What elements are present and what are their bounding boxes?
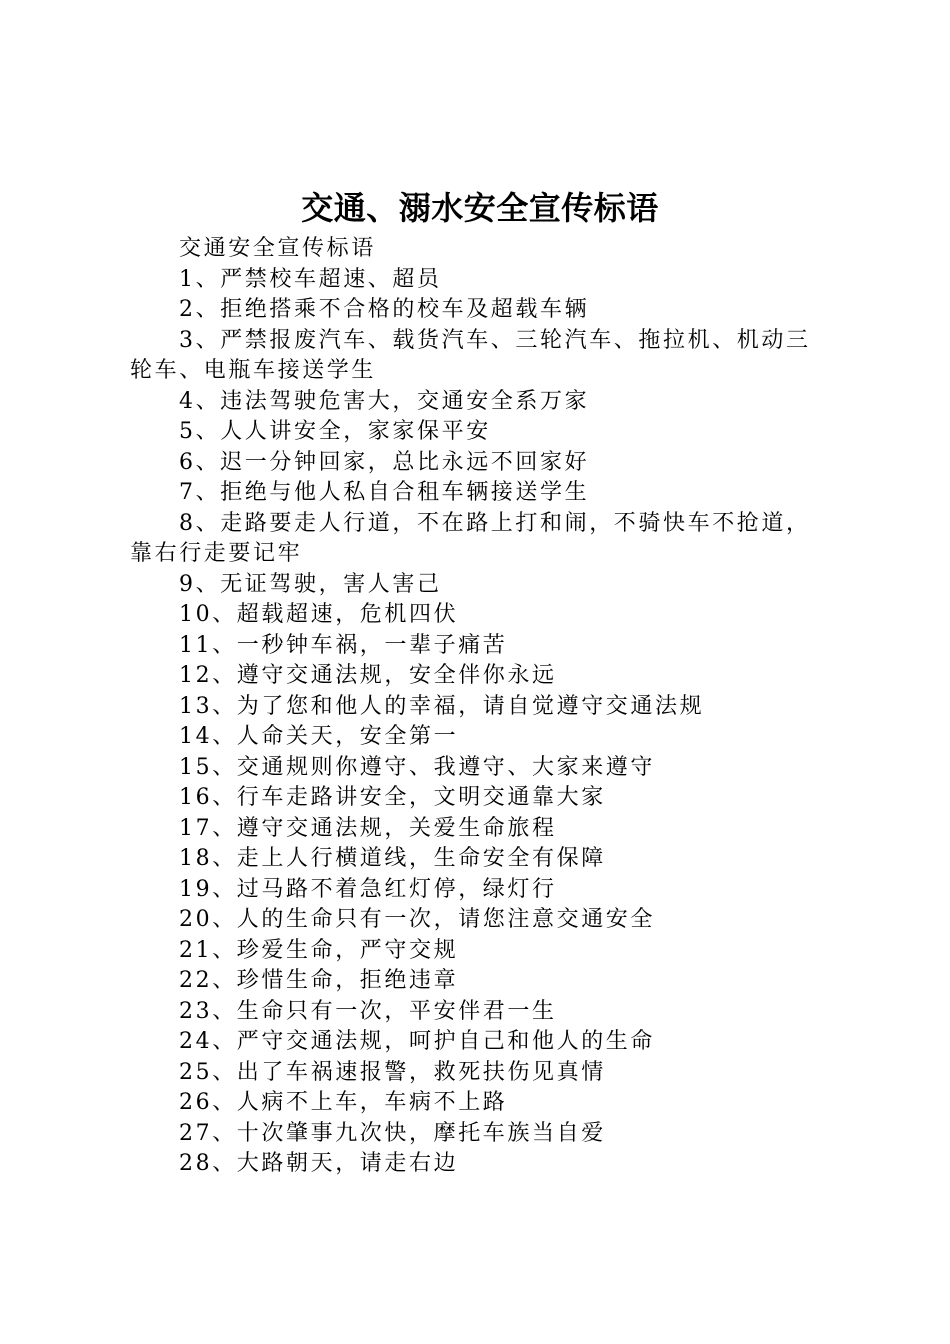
slogan-item: 10、超载超速，危机四伏 — [179, 602, 459, 627]
slogan-item: 19、过马路不着急红灯停，绿灯行 — [179, 876, 557, 902]
slogan-item: 6、迟一分钟回家，总比永远不回家好 — [179, 449, 590, 475]
slogan-item: 8、走路要走人行道，不在路上打和闹，不骑快车不抢道，靠右行走要记牢 — [130, 510, 811, 566]
slogan-item: 3、严禁报废汽车、载货汽车、三轮汽车、拖拉机、机动三轮车、电瓶车接送学生 — [130, 327, 811, 383]
slogan-item: 11、一秒钟车祸，一辈子痛苦 — [179, 632, 508, 658]
slogan-item: 7、拒绝与他人私自合租车辆接送学生 — [179, 480, 590, 505]
slogan-item: 15、交通规则你遵守、我遵守、大家来遵守 — [179, 754, 655, 780]
slogan-item: 5、人人讲安全，家家保平安 — [179, 419, 491, 444]
slogan-item: 22、珍惜生命，拒绝违章 — [179, 968, 459, 993]
slogan-item: 23、生命只有一次，平安伴君一生 — [179, 998, 557, 1024]
slogan-item: 16、行车走路讲安全，文明交通靠大家 — [179, 785, 606, 810]
slogan-item: 26、人病不上车，车病不上路 — [179, 1090, 508, 1115]
document-body — [130, 234, 834, 1180]
slogan-item: 9、无证驾驶，害人害己 — [179, 571, 442, 597]
slogan-item: 27、十次肇事九次快，摩托车族当自爱 — [179, 1120, 606, 1146]
slogan-item: 12、遵守交通法规，安全伴你永远 — [179, 663, 557, 688]
slogan-item: 18、走上人行横道线，生命安全有保障 — [179, 846, 606, 871]
document-title: 交通、溺水安全宣传标语 — [301, 189, 659, 227]
slogan-item: 13、为了您和他人的幸福，请自觉遵守交通法规 — [179, 693, 705, 719]
slogan-item: 20、人的生命只有一次，请您注意交通安全 — [179, 907, 655, 932]
section-heading: 交通安全宣传标语 — [179, 236, 376, 261]
slogan-item: 2、拒绝搭乘不合格的校车及超载车辆 — [179, 297, 590, 322]
slogan-item: 25、出了车祸速报警，救死扶伤见真情 — [179, 1059, 606, 1085]
slogan-item: 28、大路朝天，请走右边 — [179, 1151, 459, 1176]
slogan-item: 4、违法驾驶危害大，交通安全系万家 — [179, 388, 590, 414]
slogan-item: 14、人命关天，安全第一 — [179, 724, 459, 749]
slogan-item: 21、珍爱生命，严守交规 — [179, 937, 459, 963]
slogan-item: 17、遵守交通法规，关爱生命旅程 — [179, 815, 557, 841]
slogan-item: 24、严守交通法规，呵护自己和他人的生命 — [179, 1029, 655, 1054]
slogan-item: 1、严禁校车超速、超员 — [179, 266, 442, 292]
